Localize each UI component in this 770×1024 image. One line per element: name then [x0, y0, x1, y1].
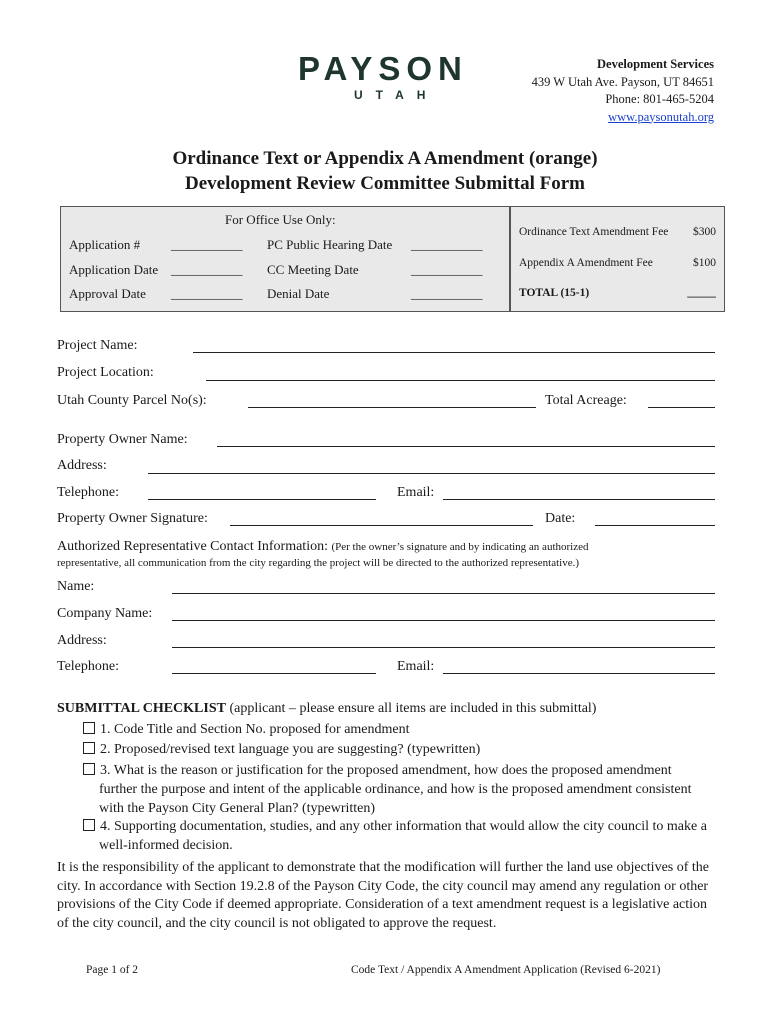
- pc-hearing-label: PC Public Hearing Date: [267, 237, 393, 252]
- representative-note-2: representative, all communication from the city regarding the project will be directed to the authorized representative.): [57, 557, 579, 569]
- rep-email-field[interactable]: [443, 673, 715, 674]
- pc-hearing-blank[interactable]: ___________: [411, 237, 483, 252]
- approval-date-blank[interactable]: ___________: [171, 286, 243, 301]
- parcel-number-field[interactable]: [248, 407, 536, 408]
- responsibility-paragraph: It is the responsibility of the applicant to demonstrate that the modification will further the land use objectives of the city. In accordance with Section 19.2.8 of the Payson City Code, the city council may amend any regulation or other provisions of the City Code if deemed appropriate. Consideration of a text amendment request is a legislative action of the city council, and the city council is not obligated to approve the request.: [57, 860, 709, 931]
- rep-address-label: Address:: [57, 633, 107, 648]
- total-acreage-label: Total Acreage:: [545, 393, 627, 408]
- owner-date-field[interactable]: [595, 525, 715, 526]
- page-title: [0, 146, 770, 196]
- appendix-fee-label: Appendix A Amendment Fee: [519, 257, 653, 269]
- checklist-item[interactable]: [83, 740, 683, 759]
- total-acreage-field[interactable]: [648, 407, 715, 408]
- cc-meeting-label: CC Meeting Date: [267, 262, 359, 277]
- representative-heading-text: Authorized Representative Contact Information:: [57, 539, 328, 554]
- checklist-note: (applicant – please ensure all items are included in this submittal): [229, 701, 597, 716]
- project-name-field[interactable]: [193, 352, 715, 353]
- department-name: Development Services: [597, 57, 714, 71]
- ordinance-fee-label: Ordinance Text Amendment Fee: [519, 226, 669, 238]
- checklist-title: SUBMITTAL CHECKLIST: [57, 701, 226, 716]
- owner-date-label: Date:: [545, 511, 576, 526]
- office-use-heading: For Office Use Only:: [225, 212, 336, 227]
- office-use-box: [60, 206, 510, 312]
- checklist-item-text: 1. Code Title and Section No. proposed for amendment: [100, 722, 410, 737]
- checkbox[interactable]: [83, 819, 95, 831]
- owner-signature-label: Property Owner Signature:: [57, 511, 208, 526]
- logo-subtitle: UTAH: [354, 88, 439, 102]
- checklist-item-text: 4. Supporting documentation, studies, and any other information that would allow the city council to make a well-informed decision.: [99, 819, 707, 853]
- owner-name-field[interactable]: [217, 446, 715, 447]
- checkbox[interactable]: [83, 722, 95, 734]
- rep-company-field[interactable]: [172, 620, 715, 621]
- checklist-item-text: 2. Proposed/revised text language you are suggesting? (typewritten): [100, 742, 481, 757]
- rep-email-label: Email:: [397, 659, 435, 674]
- representative-note-1: (Per the owner’s signature and by indicating an authorized: [331, 541, 589, 553]
- checklist-heading: [57, 701, 596, 717]
- denial-date-label: Denial Date: [267, 286, 330, 301]
- rep-name-label: Name:: [57, 579, 95, 594]
- owner-address-label: Address:: [57, 458, 107, 473]
- ordinance-fee-amount: $300: [693, 226, 716, 238]
- project-location-field[interactable]: [206, 380, 715, 381]
- owner-email-label: Email:: [397, 485, 435, 500]
- owner-address-field[interactable]: [148, 473, 715, 474]
- owner-telephone-label: Telephone:: [57, 485, 119, 500]
- denial-date-blank[interactable]: ___________: [411, 286, 483, 301]
- total-blank[interactable]: _____: [687, 287, 716, 299]
- representative-heading: [57, 539, 588, 555]
- total-label: TOTAL (15-1): [519, 287, 590, 299]
- checkbox[interactable]: [83, 763, 95, 775]
- application-date-label: Application Date: [69, 262, 159, 277]
- street-address: 439 W Utah Ave. Payson, UT 84651: [531, 74, 714, 89]
- payson-logo: [298, 52, 473, 102]
- checklist-item[interactable]: [83, 720, 683, 739]
- checklist-item-text: 3. What is the reason or justification for the proposed amendment, how does the proposed amendment further the purpose and intent of the applicable ordinance, and how is the proposed amendment consistent with the Payson City General Plan? (typewritten): [99, 763, 692, 816]
- owner-email-field[interactable]: [443, 499, 715, 500]
- rep-telephone-field[interactable]: [172, 673, 376, 674]
- application-number-label: Application #: [69, 237, 141, 252]
- phone-number: Phone: 801-465-5204: [605, 92, 714, 106]
- checkbox[interactable]: [83, 742, 95, 754]
- rep-name-field[interactable]: [172, 593, 715, 594]
- rep-company-label: Company Name:: [57, 606, 153, 621]
- contact-block: [532, 56, 714, 126]
- application-date-blank[interactable]: ___________: [171, 262, 243, 277]
- checklist-item[interactable]: [83, 817, 729, 855]
- title-line-2: Development Review Committee Submittal Form: [185, 173, 585, 194]
- project-location-label: Project Location:: [57, 365, 154, 380]
- fee-box: [510, 206, 725, 312]
- project-name-label: Project Name:: [57, 338, 138, 353]
- page-number: Page 1 of 2: [86, 964, 139, 976]
- cc-meeting-blank[interactable]: ___________: [411, 262, 483, 277]
- approval-date-label: Approval Date: [69, 286, 146, 301]
- owner-name-label: Property Owner Name:: [57, 432, 188, 447]
- website-link[interactable]: www.paysonutah.org: [608, 109, 714, 124]
- title-line-1: Ordinance Text or Appendix A Amendment (orange): [172, 148, 598, 169]
- logo-wordmark: PAYSON: [298, 50, 468, 87]
- parcel-number-label: Utah County Parcel No(s):: [57, 393, 207, 408]
- appendix-fee-amount: $100: [693, 257, 716, 269]
- application-number-blank[interactable]: ___________: [171, 237, 243, 252]
- form-revision: Code Text / Appendix A Amendment Application (Revised 6-2021): [351, 964, 661, 976]
- owner-signature-field[interactable]: [230, 525, 533, 526]
- rep-telephone-label: Telephone:: [57, 659, 119, 674]
- owner-telephone-field[interactable]: [148, 499, 376, 500]
- checklist-item[interactable]: [83, 761, 699, 818]
- rep-address-field[interactable]: [172, 647, 715, 648]
